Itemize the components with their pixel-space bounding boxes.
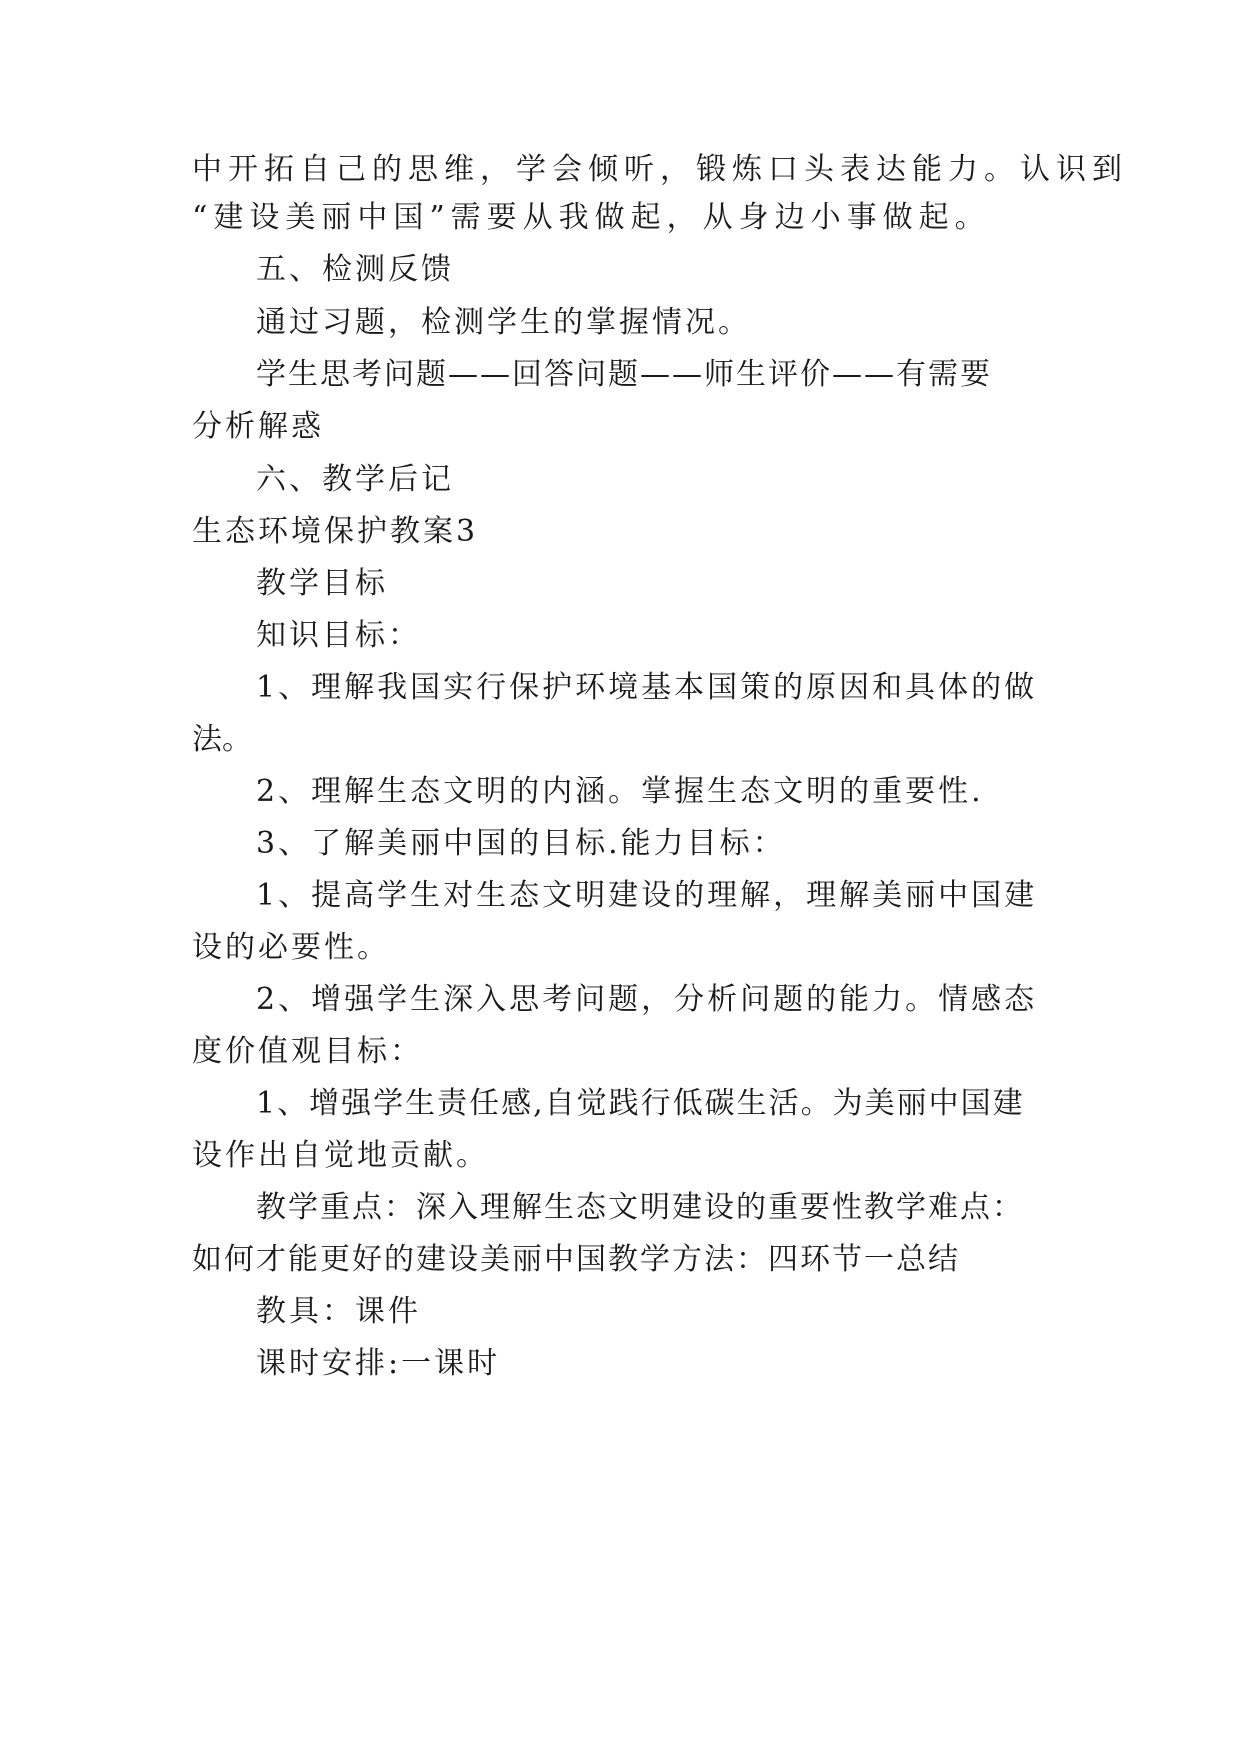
list-item: 2、增强学生深入思考问题，分析问题的能力。情感态 <box>256 982 1038 1017</box>
paragraph-line: 如何才能更好的建设美丽中国教学方法：四环节一总结 <box>192 1242 960 1277</box>
paragraph-line: 课时安排:一课时 <box>256 1346 501 1381</box>
subheading: 知识目标： <box>256 618 421 653</box>
document-title: 生态环境保护教案3 <box>192 514 479 549</box>
section-heading: 教学目标 <box>256 566 388 601</box>
paragraph-line: 度价值观目标： <box>192 1034 423 1069</box>
paragraph-line: 通过习题，检测学生的掌握情况。 <box>256 305 751 340</box>
list-item: 1、理解我国实行保护环境基本国策的原因和具体的做 <box>256 670 1038 705</box>
section-heading: 六、教学后记 <box>256 462 454 497</box>
paragraph-line: 中开拓自己的思维，学会倾听，锻炼口头表达能力。认识到 <box>192 152 1128 187</box>
paragraph-line: “建设美丽中国”需要从我做起，从身边小事做起。 <box>192 200 991 235</box>
paragraph-line: 设的必要性。 <box>192 930 390 965</box>
list-item: 1、提高学生对生态文明建设的理解，理解美丽中国建 <box>256 878 1038 913</box>
paragraph-line: 分析解惑 <box>192 409 324 444</box>
paragraph-line: 教具：课件 <box>256 1294 421 1329</box>
paragraph-line: 学生思考问题——回答问题——师生评价——有需要 <box>256 357 992 392</box>
list-item: 2、理解生态文明的内涵。掌握生态文明的重要性. <box>256 774 984 809</box>
paragraph-line: 法。 <box>192 722 252 757</box>
list-item: 3、了解美丽中国的目标.能力目标： <box>256 826 786 861</box>
list-item: 1、增强学生责任感,自觉践行低碳生活。为美丽中国建 <box>256 1086 1025 1121</box>
paragraph-line: 设作出自觉地贡献。 <box>192 1138 489 1173</box>
section-heading: 五、检测反馈 <box>256 252 454 287</box>
paragraph-line: 教学重点：深入理解生态文明建设的重要性教学难点： <box>256 1190 1024 1225</box>
